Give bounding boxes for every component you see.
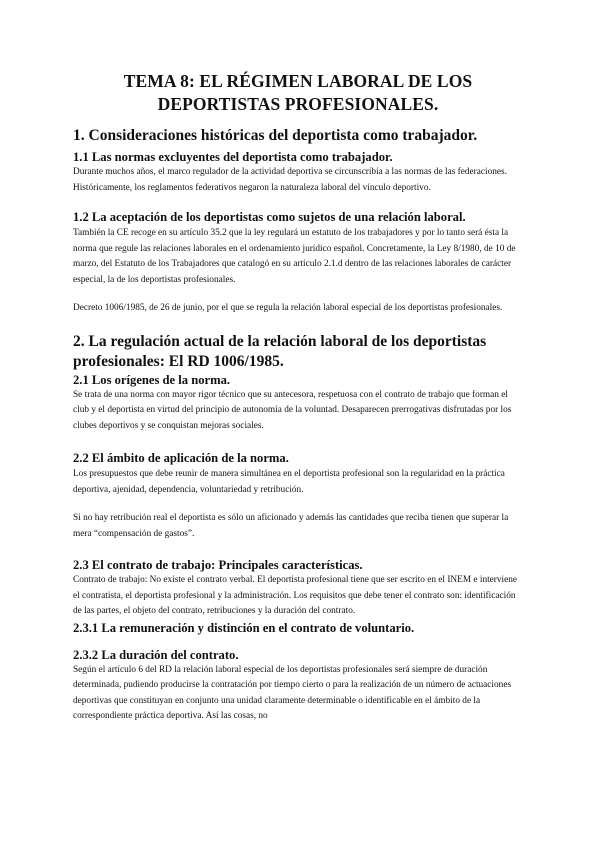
document-title-line-1: TEMA 8: EL RÉGIMEN LABORAL DE LOS [123, 71, 473, 91]
document-title-line-2: DEPORTISTAS PROFESIONALES. [157, 94, 439, 114]
section-1-heading: 1. Consideraciones históricas del deportista como trabajador. [73, 127, 478, 144]
section-2-3-paragraph: Contrato de trabajo: No existe el contrato verbal. El deportista profesional tiene que ser escrito en el INEM e interviene el contratista, el deportista profesional y la administración. Los requisitos que debe tener el contrato son: identificación de las partes, el objeto del contrato, retribuciones y la duración del contrato. [73, 575, 518, 616]
section-2-1-heading: 2.1 Los orígenes de la norma. [73, 372, 231, 387]
section-1-1-paragraph: Durante muchos años, el marco regulador de la actividad deportiva se circunscribía a las normas de las federaciones. Históricamente, los reglamentos federativos negaron la naturaleza laboral del vínculo deportivo. [73, 167, 507, 193]
section-1-1-heading: 1.1 Las normas excluyentes del deportista como trabajador. [73, 150, 393, 164]
section-2-heading: 2. La regulación actual de la relación laboral de los deportistas profesionales: El RD 1006/1985. [73, 332, 487, 370]
section-2-2-paragraph-2: Si no hay retribución real el deportista es sólo un aficionado y además las cantidades que reciba tienen que superar la mera “compensación de gastos”. [73, 513, 509, 539]
section-1-2-paragraph-2: Decreto 1006/1985, de 26 de junio, por el que se regula la relación laboral especial de los deportistas profesionales. [73, 303, 503, 313]
section-2-3-heading: 2.3 El contrato de trabajo: Principales características. [73, 558, 363, 572]
section-1-2-heading: 1.2 La aceptación de los deportistas como sujetos de una relación laboral. [73, 210, 466, 224]
section-2-2-heading: 2.2 El ámbito de aplicación de la norma. [73, 451, 289, 465]
section-2-3-2-paragraph: Según el artículo 6 del RD la relación laboral especial de los deportistas profesionales será siempre de duración determinada, pudiendo producirse la contratación por tiempo cierto o para la realización de un número de actuaciones deportivas que constituyan en conjunto una unidad claramente determinable o identificable en el ámbito de la correspondiente práctica deportiva. Así las cosas, no [73, 664, 512, 721]
section-2-1-paragraph: Se trata de una norma con mayor rigor técnico que su antecesora, respetuosa con el contrato de trabajo que forman el club y el deportista en virtud del principio de autonomía de la voluntad. Desaparecen prerrogativas disfrutadas por los clubes deportivos y se conquistan mejoras sociales. [73, 389, 512, 431]
document-title [73, 70, 523, 116]
section-1-2-paragraph-1: También la CE recoge en su artículo 35.2 que la ley regulará un estatuto de los trabajadores y por lo tanto será ésta la norma que regule las relaciones laborales en el ordenamiento jurídico español. Concretamente, la Ley 8/1980, de 10 de marzo, del Estatuto de los Trabajadores que catalogó en su artículo 2.1.d dentro de las relaciones laborales de carácter especial, la de los deportistas profesionales. [73, 228, 516, 285]
section-2-3-1-heading: 2.3.1 La remuneración y distinción en el contrato de voluntario. [73, 620, 415, 635]
section-2-2-paragraph-1: Los presupuestos que debe reunir de manera simultánea en el deportista profesional son la regularidad en la práctica deportiva, ajenidad, dependencia, voluntariedad y retribución. [73, 469, 505, 495]
section-2-3-2-heading: 2.3.2 La duración del contrato. [73, 647, 239, 662]
